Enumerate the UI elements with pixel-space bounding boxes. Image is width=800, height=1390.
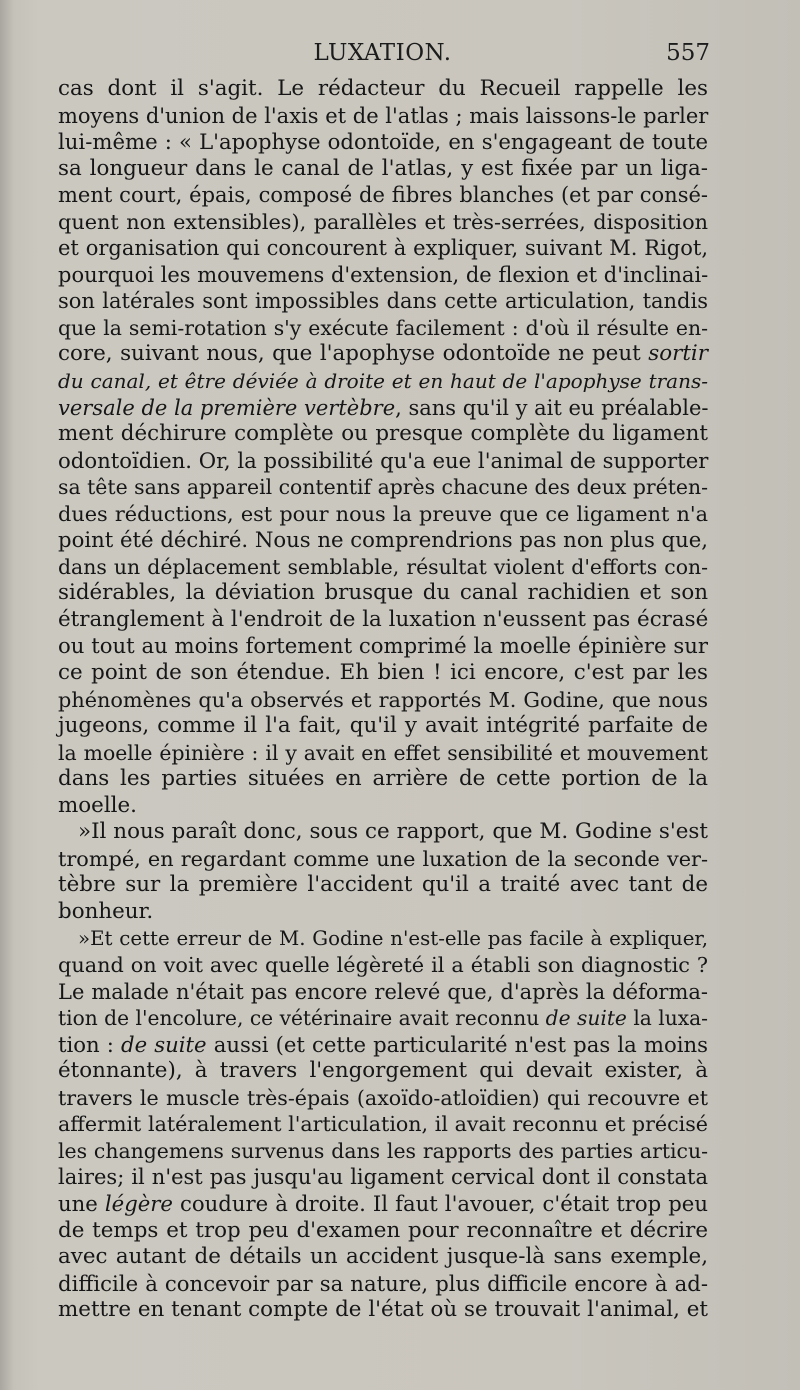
text-line: mettre en tenant compte de l'état où se trouvait l'animal, et <box>58 1297 708 1323</box>
text-segment: une <box>58 1190 105 1216</box>
text-line: moyens d'union de l'axis et de l'atlas ; mais laissons-le parler <box>58 103 709 128</box>
text-line: point été déchiré. Nous ne comprendrions pas non plus que, <box>58 527 709 553</box>
text-line: la moelle épinière : il y avait en effet sensibilité et mouvement <box>58 740 708 765</box>
text-line: sa tête sans appareil contentif après chacune des deux préten- <box>58 475 708 500</box>
italic-segment: de suite <box>545 1006 627 1031</box>
text-line: phénomènes qu'a observés et rapportés M. Godine, que nous <box>58 687 708 712</box>
text-line: ment déchirure complète ou presque complète du ligament <box>58 421 708 447</box>
text-segment: tion : <box>58 1031 122 1057</box>
text-line: ment court, épais, composé de fibres blanches (et par consé- <box>58 183 708 208</box>
italic-segment: du canal, et être déviée à droite et en haut de l'apophyse trans- <box>58 369 708 394</box>
text-line: travers le muscle très-épais (axoïdo-atloïdien) qui recouvre et <box>58 1085 708 1110</box>
text-line <box>58 1191 708 1218</box>
text-line: lui-même : « L'apophyse odontoïde, en s'engageant de toute <box>58 129 708 155</box>
text-line: tèbre sur la première l'accident qu'il a traité avec tant de <box>58 872 708 898</box>
text-line <box>58 1032 708 1059</box>
text-line: étonnante), à travers l'engorgement qui devait exister, à <box>58 1058 708 1084</box>
text-line: »Il nous paraît donc, sous ce rapport, que M. Godine s'est <box>78 819 708 845</box>
text-segment: core, suivant nous, que l'apophyse odontoïde ne peut <box>58 341 649 367</box>
text-line: ce point de son étendue. Eh bien ! ici encore, c'est par les <box>58 660 708 686</box>
body-text <box>58 76 708 1324</box>
text-line: trompé, en regardant comme une luxation de la seconde ver- <box>58 846 708 871</box>
text-line: odontoïdien. Or, la possibilité qu'a eue l'animal de supporter <box>58 447 709 473</box>
text-line: bonheur. <box>58 898 154 924</box>
text-line: jugeons, comme il l'a fait, qu'il y avait intégrité parfaite de <box>58 713 708 739</box>
text-line: moelle. <box>58 792 137 818</box>
text-line: sidérables, la déviation brusque du canal rachidien et son <box>58 580 708 606</box>
text-line: quand on voit avec quelle légèreté il a établi son diagnostic ? <box>58 953 708 978</box>
text-line: dans les parties situées en arrière de cette portion de la <box>58 766 708 792</box>
text-segment: la luxa- <box>626 1006 709 1031</box>
text-line: affermit latéralement l'articulation, il avait reconnu et précisé <box>58 1112 708 1137</box>
italic-segment: versale de la première vertèbre <box>58 395 396 420</box>
text-line <box>58 1005 708 1032</box>
text-segment: coudure à droite. Il faut l'avouer, c'était trop peu <box>172 1190 708 1216</box>
italic-segment: légère <box>104 1190 173 1216</box>
running-title: LUXATION. <box>313 40 452 66</box>
text-line: quent non extensibles), parallèles et très-serrées, disposition <box>58 209 708 234</box>
text-line: cas dont il s'agit. Le rédacteur du Recueil rappelle les <box>58 76 708 101</box>
text-line: »Et cette erreur de M. Godine n'est-elle pas facile à expliquer, <box>78 926 708 950</box>
text-line: ou tout au moins fortement comprimé la moelle épinière sur <box>58 633 708 659</box>
italic-segment: sortir <box>648 341 708 367</box>
text-line: pourquoi les mouvemens d'extension, de flexion et d'inclinai- <box>58 262 709 287</box>
text-line: étranglement à l'endroit de la luxation n'eussent pas écrasé <box>58 606 709 632</box>
text-line: difficile à concevoir par sa nature, plus difficile encore à ad- <box>58 1270 708 1296</box>
text-segment: tion de l'encolure, ce vétérinaire avait reconnu <box>58 1006 546 1031</box>
text-line <box>58 368 708 395</box>
text-line <box>58 341 708 368</box>
text-segment: aussi (et cette particularité n'est pas la moins <box>206 1031 708 1057</box>
text-line: son latérales sont impossibles dans cette articulation, tandis <box>58 289 708 314</box>
text-line <box>58 395 708 422</box>
text-line: dues réductions, est pour nous la preuve que ce ligament n'a <box>58 501 708 526</box>
text-line: sa longueur dans le canal de l'atlas, y est fixée par un liga- <box>58 155 708 181</box>
text-line: dans un déplacement semblable, résultat violent d'efforts con- <box>58 554 708 579</box>
text-line: Le malade n'était pas encore relevé que, d'après la déforma- <box>58 979 708 1004</box>
text-line: et organisation qui concourent à expliquer, suivant M. Rigot, <box>58 236 708 261</box>
page-header <box>55 40 710 74</box>
italic-segment: de suite <box>121 1031 207 1057</box>
text-line: avec autant de détails un accident jusque-là sans exemple, <box>58 1244 708 1270</box>
text-segment: , sans qu'il y ait eu préalable- <box>395 395 709 420</box>
text-line: laires; il n'est pas jusqu'au ligament cervical dont il constata <box>58 1165 708 1190</box>
page-number: 557 <box>666 40 710 66</box>
text-line: les changemens survenus dans les rapports des parties articu- <box>58 1138 708 1163</box>
text-line: de temps et trop peu d'examen pour reconnaître et décrire <box>58 1217 708 1243</box>
text-line: que la semi-rotation s'y exécute facilement : d'où il résulte en- <box>58 315 708 340</box>
